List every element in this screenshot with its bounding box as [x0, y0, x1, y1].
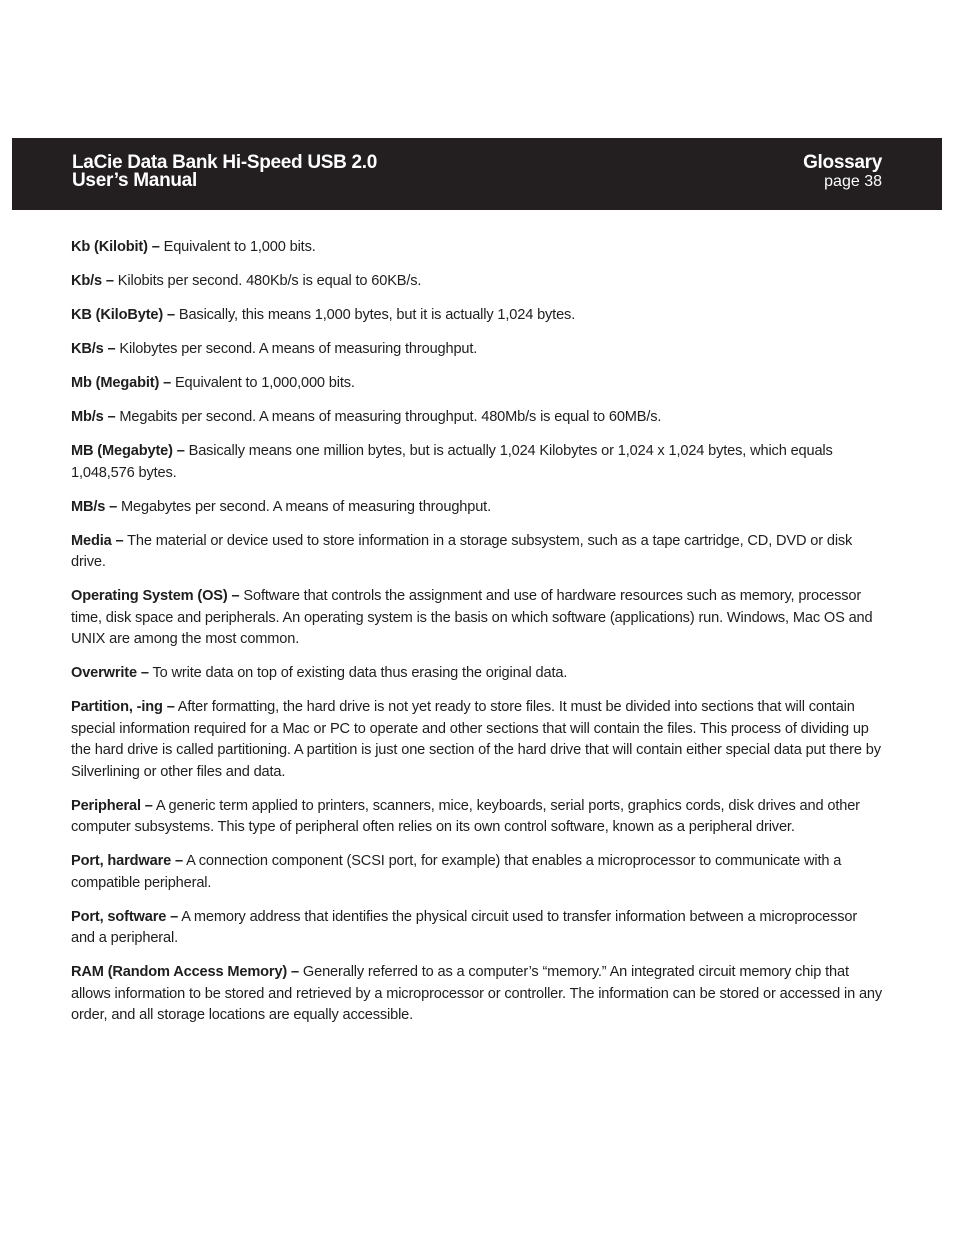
- glossary-term: Operating System (OS) –: [71, 588, 240, 604]
- glossary-definition: Software that controls the assignment and use of hardware resources such as memory, processor time, disk space and peripherals. An operating system is the basis on which software (applications) run. Windows, Mac OS and UNIX are among the most common.: [71, 588, 873, 647]
- glossary-term: Media –: [71, 532, 124, 549]
- glossary-entry: [71, 851, 883, 894]
- glossary-definition: After formatting, the hard drive is not yet ready to store files. It must be divided into sections that will contain special information required for a Mac or PC to operate and other sections that will contain the files. This process of dividing up the hard drive is called partitioning. A partition is just one section of the hard drive that will contain either special data put there by Silverlining or other files and data.: [71, 699, 881, 780]
- glossary-entry: [71, 441, 883, 484]
- document-title-line-1: LaCie Data Bank Hi-Speed USB 2.0: [72, 152, 378, 173]
- glossary-entry: [71, 531, 883, 574]
- glossary-entry: [71, 237, 883, 259]
- document-title-line-2: User’s Manual: [72, 170, 197, 191]
- glossary-definition: Basically, this means 1,000 bytes, but it is actually 1,024 bytes.: [174, 307, 576, 323]
- glossary-definition: Megabits per second. A means of measuring throughput. 480Mb/s is equal to 60MB/s.: [115, 409, 662, 425]
- glossary-entry: [71, 407, 883, 429]
- glossary-definition: Generally referred to as a computer’s “memory.” An integrated circuit memory chip that allows information to be stored and retrieved by a microprocessor or controller. The information can be stored or accessed in any order, and all storage locations are equally accessible.: [71, 964, 883, 1023]
- section-heading: [803, 154, 882, 190]
- glossary-entry: [71, 305, 883, 327]
- glossary-definition: Kilobits per second. 480Kb/s is equal to 60KB/s.: [113, 273, 422, 289]
- glossary-term: Port, software –: [71, 908, 179, 925]
- glossary-definition: Equivalent to 1,000 bits.: [159, 239, 316, 255]
- glossary-entry: [71, 697, 883, 783]
- glossary-entry: [71, 907, 883, 950]
- glossary-term: Peripheral –: [71, 797, 153, 814]
- glossary-definition: A connection component (SCSI port, for example) that enables a microprocessor to communicate with a compatible peripheral.: [71, 853, 842, 891]
- glossary-list: [71, 237, 883, 1039]
- glossary-term: Mb (Megabit) –: [71, 375, 172, 391]
- glossary-definition: To write data on top of existing data thus erasing the original data.: [148, 665, 568, 681]
- glossary-definition: Megabytes per second. A means of measuring throughput.: [117, 498, 491, 515]
- glossary-entry: [71, 271, 883, 293]
- glossary-term: Kb/s –: [71, 273, 114, 289]
- glossary-term: Partition, -ing –: [71, 699, 175, 715]
- glossary-entry: [71, 339, 883, 361]
- glossary-entry: [71, 962, 883, 1027]
- glossary-term: Overwrite –: [71, 665, 149, 681]
- page-header: [12, 138, 942, 210]
- glossary-entry: [71, 497, 883, 519]
- section-title: Glossary: [803, 152, 882, 173]
- glossary-definition: Kilobytes per second. A means of measuring throughput.: [115, 341, 478, 357]
- glossary-entry: [71, 586, 883, 651]
- glossary-term: Kb (Kilobit) –: [71, 239, 160, 255]
- glossary-term: KB (KiloByte) –: [71, 307, 175, 323]
- glossary-definition: Equivalent to 1,000,000 bits.: [171, 375, 355, 391]
- glossary-term: MB (Megabyte) –: [71, 443, 185, 459]
- glossary-definition: Basically means one million bytes, but is actually 1,024 Kilobytes or 1,024 x 1,024 bytes, which equals 1,048,576 bytes.: [71, 443, 833, 481]
- glossary-term: Port, hardware –: [71, 853, 183, 869]
- glossary-definition: A generic term applied to printers, scanners, mice, keyboards, serial ports, graphics cords, disk drives and other computer subsystems. This type of peripheral often relies on its own control software, known as a peripheral driver.: [71, 797, 860, 835]
- glossary-entry: [71, 796, 883, 839]
- glossary-entry: [71, 663, 883, 685]
- glossary-definition: The material or device used to store information in a storage subsystem, such as a tape cartridge, CD, DVD or disk drive.: [71, 532, 853, 570]
- glossary-entry: [71, 373, 883, 395]
- glossary-term: Mb/s –: [71, 409, 116, 425]
- document-title: [72, 154, 377, 190]
- glossary-term: MB/s –: [71, 498, 118, 515]
- glossary-definition: A memory address that identifies the physical circuit used to transfer information between a microprocessor and a peripheral.: [71, 908, 858, 946]
- page-number: page 38: [824, 173, 882, 190]
- glossary-term: RAM (Random Access Memory) –: [71, 964, 300, 980]
- glossary-term: KB/s –: [71, 341, 116, 357]
